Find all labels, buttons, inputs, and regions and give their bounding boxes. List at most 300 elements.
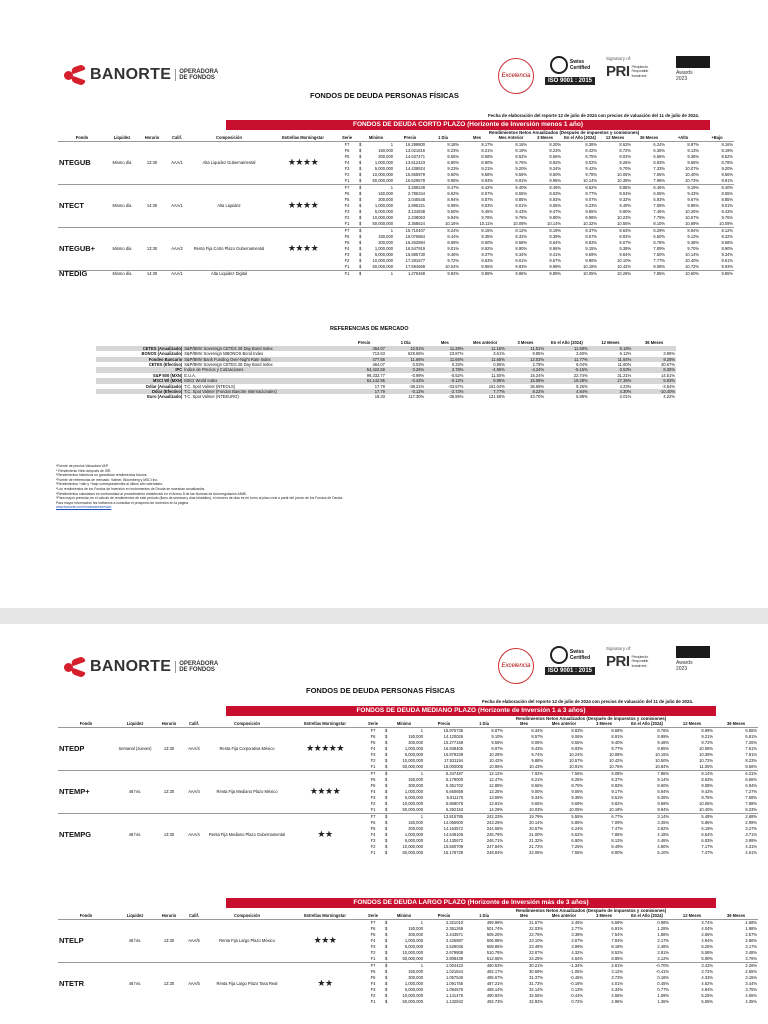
value-cell: 14.637471: [405, 153, 426, 159]
value-cell: 8.42%: [460, 184, 494, 191]
value-cell: 9.19%: [666, 184, 700, 191]
value-cell: 7.46%: [653, 208, 666, 214]
value-cell: 17.281577: [405, 257, 426, 263]
value-cell: 21.32%: [529, 837, 544, 843]
value-cell: 9.59%: [585, 251, 598, 257]
value-cell: $: [358, 227, 364, 234]
column-header: 1 Día: [426, 136, 460, 141]
section-largo-plazo: FONDOS DE DEUDA LARGO PLAZO (Horizonte de Inversión más de 3 años): [226, 898, 716, 908]
rendimientos-header-largo: Rendimientos Netos Anualizados (Después de impuestos y comisiones): [515, 908, 667, 913]
value-cell: 9.95%: [481, 263, 494, 269]
value-cell: 10.72%: [699, 757, 714, 763]
value-cell: 3.61%: [493, 351, 505, 357]
awards-year: 2023: [676, 666, 688, 672]
value-cell: 1,000,000: [404, 831, 424, 837]
calif-cell: AAA/4: [182, 770, 206, 813]
value-cell: 10.14%: [547, 220, 562, 226]
value-cell: 8.57%: [481, 190, 494, 196]
value-cell: 9.78%: [585, 171, 598, 177]
value-cell: 9.95%: [549, 177, 562, 183]
pri-sub3: Investment: [631, 662, 647, 668]
serie-cell: F2: [370, 843, 376, 849]
value-cell: 64,142.95: [342, 378, 386, 383]
serie-cell: F4: [344, 245, 350, 251]
value-cell: 150,000: [408, 776, 424, 782]
column-header: Precio: [394, 136, 426, 141]
awards-logo-icon: [676, 56, 710, 68]
column-header: En el Año (2024): [551, 340, 583, 345]
value-cell: 3.12%: [657, 955, 670, 961]
value-cell: 10.96%: [489, 763, 504, 769]
column-header: Mes: [504, 722, 544, 727]
serie-cell: F1: [344, 220, 350, 226]
value-cell: 50,000,000: [372, 220, 394, 226]
value-cell: 54,422.59: [342, 367, 386, 372]
value-cell: 6.54%: [701, 831, 714, 837]
value-cell: 9.85%: [464, 378, 505, 383]
value-cell: 1.88%: [657, 931, 670, 937]
awards-label: Awards: [676, 70, 693, 76]
value-cell: 17.79: [374, 383, 385, 389]
value-cell: 6.50%: [653, 233, 666, 239]
value-cell: 9.34%: [515, 251, 528, 257]
footnote-line: *Fuente de precios Valuadora VAP.: [56, 464, 109, 468]
value-cell: 5.90%: [701, 955, 714, 961]
value-cell: 10.57%: [569, 757, 584, 763]
value-cell: 2.48%: [657, 943, 670, 949]
value-cell: 8.42%: [585, 147, 598, 153]
value-cell: 9.93%: [571, 745, 584, 751]
serie-cell: F6: [370, 925, 376, 931]
value-cell: 9.13%: [687, 233, 700, 239]
value-cell: $: [385, 751, 388, 757]
value-cell: $: [385, 849, 388, 855]
value-cell: 300,000: [378, 153, 394, 159]
value-cell: 10.40%: [685, 257, 700, 263]
value-cell: 2.17%: [657, 937, 670, 943]
value-cell: 13.59%: [489, 794, 504, 800]
value-cell: 23.87%: [529, 949, 544, 955]
serie-cell: F7: [362, 962, 384, 969]
morningstar-rating: [270, 270, 336, 277]
pri-logo: PRI: [606, 653, 630, 670]
value-cell: 22.03%: [529, 925, 544, 931]
serie-cell: F3: [370, 986, 376, 992]
column-header: 36 Meses: [632, 136, 666, 141]
value-cell: 499.98%: [464, 919, 504, 926]
value-cell: 3.15%: [745, 974, 758, 980]
column-header: Composición: [206, 914, 288, 919]
value-cell: 13.612423: [405, 159, 426, 165]
serie-cell: F3: [344, 165, 350, 171]
value-cell: 10.42%: [489, 757, 504, 763]
column-header: Mes: [460, 136, 494, 141]
reference-name: CETES (Anualizado): [96, 346, 183, 351]
reference-desc: S&P/BMV Sovereign CETES 28 Day Bond Index: [184, 362, 273, 368]
page-title-p2: FONDOS DE DEUDA PERSONAS FÍSICAS: [306, 686, 455, 695]
footnote-line: *Para mayor precisión en el cálculo de rendimientos de este periodo (fines de semana y días inhábiles), el número de días es en torno al plazo real a partir del precio de los Fondos de Deuda.: [56, 496, 344, 501]
value-cell: 0.13%: [571, 986, 584, 992]
value-cell: 3.75%: [745, 986, 758, 992]
value-cell: 8.10%: [653, 220, 666, 226]
value-cell: 7.65%: [653, 171, 666, 177]
value-cell: 117.30%: [408, 394, 425, 400]
value-cell: 9.84%: [447, 214, 460, 220]
value-cell: 8.12%: [700, 227, 734, 234]
value-cell: 1.094575: [445, 986, 464, 992]
value-cell: 2.786344: [407, 190, 426, 196]
value-cell: 11.66%: [386, 357, 425, 362]
value-cell: 8.21%: [481, 147, 494, 153]
value-cell: 8.78%: [721, 159, 734, 165]
value-cell: 8.90%: [721, 245, 734, 251]
value-cell: 8.13%: [611, 837, 624, 843]
serie-cell: F4: [344, 202, 350, 208]
value-cell: 9.65%: [585, 208, 598, 214]
value-cell: 10.07%: [685, 165, 700, 171]
value-cell: 11.77%: [545, 357, 589, 362]
value-cell: 4.62%: [701, 980, 714, 986]
swiss-label: Swiss: [569, 649, 585, 655]
value-cell: 9.37%: [481, 251, 494, 257]
value-cell: 31.37%: [529, 974, 544, 980]
value-cell: 9.82%: [611, 800, 624, 806]
morningstar-rating: [288, 727, 362, 770]
value-cell: 9.61%: [515, 257, 528, 263]
column-header: 3 Meses: [517, 340, 534, 345]
composicion-cell: Alta Liquidez Digital: [188, 270, 270, 277]
column-header: Estrellas Morningstar: [288, 914, 362, 919]
value-cell: 628.65%: [408, 351, 425, 357]
value-cell: 247.84%: [486, 843, 504, 849]
value-cell: 4.23%: [619, 383, 632, 389]
value-cell: 11.84%: [589, 357, 633, 362]
value-cell: 18.000005: [443, 763, 464, 769]
value-cell: 2.46%: [544, 919, 584, 926]
value-cell: $: [359, 177, 362, 183]
reference-name: BONOS (Anualizado): [141, 351, 183, 357]
value-cell: 8.66%: [531, 782, 544, 788]
value-cell: 9.48%: [657, 739, 670, 745]
fund-name: NTEGUB+: [58, 227, 106, 270]
value-cell: 10.11%: [479, 220, 494, 226]
value-cell: $: [384, 962, 390, 969]
value-cell: 9.85%: [532, 351, 545, 357]
value-cell: -1.05%: [570, 968, 584, 974]
section-corto-plazo: FONDOS DE DEUDA CORTO PLAZO (Horizonte de Inversión menos 1 año): [226, 120, 710, 130]
value-cell: 9.01%: [515, 202, 528, 208]
value-cell: 9.41%: [549, 251, 562, 257]
value-cell: 6.90%: [571, 837, 584, 843]
horario-cell: 14:30: [138, 184, 166, 227]
serie-cell: F5: [344, 196, 350, 202]
value-cell: 7.91%: [745, 751, 758, 757]
morningstar-rating: [288, 919, 362, 962]
value-cell: 16.262884: [405, 239, 426, 245]
value-cell: 8.12%: [494, 227, 528, 234]
value-cell: 0.18%: [657, 974, 670, 980]
pri-sub2: Responsible: [631, 68, 649, 74]
value-cell: 9.65%: [531, 800, 544, 806]
serie-cell: F1: [370, 955, 376, 961]
value-cell: 5.83%: [632, 378, 676, 383]
fund-name: NTEMP+: [58, 770, 114, 813]
value-cell: 3.67%: [571, 937, 584, 943]
value-cell: -0.18%: [570, 980, 584, 986]
value-cell: 2.60%: [576, 351, 588, 357]
value-cell: 11.66%: [425, 357, 464, 362]
column-header: Precio: [424, 722, 464, 727]
rendimientos-header: Rendimientos Netos Anualizados (Después de impuestos y comisiones): [488, 130, 640, 135]
column-header: En el Año (2024): [624, 722, 670, 727]
column-header: Mes Anterior: [494, 136, 528, 141]
value-cell: 15.975736: [424, 727, 464, 734]
serie-cell: F3: [370, 751, 376, 757]
value-cell: $: [385, 739, 388, 745]
value-cell: -2.73%: [425, 389, 464, 394]
serie-cell: F5: [370, 825, 376, 831]
value-cell: 10,000,000: [372, 171, 394, 177]
value-cell: 22.75%: [529, 931, 544, 937]
value-cell: 1.98%: [745, 925, 758, 931]
morningstar-rating: [288, 770, 362, 813]
serie-cell: F5: [370, 931, 376, 937]
value-cell: $: [359, 263, 362, 269]
value-cell: 2.99%: [745, 819, 758, 825]
value-cell: 14.120026: [443, 733, 464, 739]
serie-cell: F4: [370, 980, 376, 986]
value-cell: 8.76%: [515, 159, 528, 165]
column-header: Horario: [138, 136, 166, 141]
value-cell: 9.18%: [589, 346, 633, 351]
value-cell: 1.28%: [657, 925, 670, 931]
value-cell: 8.85%: [611, 955, 624, 961]
value-cell: 6.94%: [745, 782, 758, 788]
value-cell: 50,000,000: [402, 763, 424, 769]
calif-cell: AAA/4: [182, 727, 206, 770]
column-header: Liquidez: [114, 722, 156, 727]
footnote-line: *Rendimientos calculados en conformidad al procedimiento establecido en el Anexo 8 de las Normas de Autorregulación AMIB.: [56, 491, 247, 496]
calif-cell: AAA/4: [182, 813, 206, 856]
value-cell: 8.87%: [481, 196, 494, 202]
value-cell: 8.70%: [571, 782, 584, 788]
reference-desc: T.C. Spot Valmer (NTEEURO): [184, 394, 239, 400]
value-cell: 8.90%: [515, 245, 528, 251]
value-cell: 9.10%: [491, 733, 504, 739]
value-cell: -0.70%: [624, 962, 670, 969]
value-cell: 5.25%: [701, 992, 714, 998]
value-cell: 4.34%: [611, 986, 624, 992]
value-cell: 4.65%: [701, 931, 714, 937]
value-cell: 10.39%: [699, 751, 714, 757]
value-cell: 9.88%: [460, 270, 494, 277]
column-header: Mínimo: [358, 136, 394, 141]
serie-cell: F2: [370, 949, 376, 955]
value-cell: $: [385, 776, 388, 782]
value-cell: 10.08%: [699, 745, 714, 751]
value-cell: 8.58%: [481, 153, 494, 159]
value-cell: 7.55%: [571, 849, 584, 855]
value-cell: 8.18%: [426, 141, 460, 148]
value-cell: 5,000,000: [404, 794, 424, 800]
serie-cell: F6: [370, 968, 376, 974]
value-cell: 16.885730: [405, 251, 426, 257]
horario-cell: 13:30: [156, 727, 182, 770]
value-cell: 9.03%: [481, 202, 494, 208]
value-cell: -3.54%: [662, 383, 675, 389]
value-cell: 5.48%: [670, 813, 714, 820]
serie-cell: F1: [370, 806, 376, 812]
value-cell: 464.07: [372, 362, 385, 368]
value-cell: 8.47%: [426, 184, 460, 191]
value-cell: 482.17%: [486, 968, 504, 974]
value-cell: 9.67%: [549, 257, 562, 263]
column-header: 3 Meses: [584, 914, 624, 919]
value-cell: 10.72%: [685, 263, 700, 269]
value-cell: 7.47%: [701, 849, 714, 855]
value-cell: 32.55%: [529, 992, 544, 998]
value-cell: 3.44%: [745, 980, 758, 986]
column-header: Fondo: [58, 722, 114, 727]
horario-cell: 13:30: [156, 919, 182, 962]
value-cell: 10,000,000: [372, 257, 394, 263]
value-cell: 3.17%: [745, 943, 758, 949]
value-cell: 9.34%: [531, 794, 544, 800]
value-cell: 9.88%: [531, 757, 544, 763]
value-cell: 6.77%: [584, 813, 624, 820]
value-cell: 10.28%: [489, 751, 504, 757]
value-cell: 2.77%: [571, 925, 584, 931]
value-cell: 1: [364, 184, 394, 191]
value-cell: 10.24%: [569, 751, 584, 757]
swiss-label: Swiss: [569, 59, 585, 65]
value-cell: 2.68%: [714, 813, 758, 820]
star-rating-icon: ★★★★: [287, 200, 319, 211]
mediano-plazo-table: [58, 717, 758, 856]
value-cell: 4.96%: [611, 998, 624, 1004]
value-cell: 8.62%: [447, 190, 460, 196]
value-cell: 8.63%: [549, 190, 562, 196]
value-cell: 8.75%: [585, 153, 598, 159]
column-header: Estrellas Morningstar: [270, 136, 336, 141]
value-cell: -4.24%: [506, 367, 545, 372]
value-cell: 1,000,000: [374, 159, 394, 165]
value-cell: 5.26%: [701, 943, 714, 949]
value-cell: $: [384, 727, 390, 734]
liquidez-cell: Mismo día: [106, 141, 138, 184]
value-cell: 8.17%: [460, 141, 494, 148]
value-cell: 9.93%: [721, 263, 734, 269]
value-cell: 9.86%: [585, 257, 598, 263]
value-cell: 8.99%: [670, 727, 714, 734]
value-cell: 9.84%: [619, 251, 632, 257]
value-cell: 243.25%: [486, 819, 504, 825]
value-cell: 2.808439: [445, 955, 464, 961]
value-cell: 9.43%: [531, 745, 544, 751]
value-cell: 8.87%: [464, 727, 504, 734]
column-header: Mes anterior: [544, 722, 584, 727]
value-cell: 16.879339: [443, 751, 464, 757]
value-cell: 1.004423: [424, 962, 464, 969]
value-cell: 9.13%: [687, 147, 700, 153]
value-cell: 9.21%: [481, 165, 494, 171]
value-cell: 7.86%: [624, 770, 670, 777]
value-cell: 30.67%: [661, 362, 675, 368]
excellence-badge: Excelencia: [498, 648, 534, 684]
value-cell: 10.05%: [569, 806, 584, 812]
value-cell: 1.68%: [714, 919, 758, 926]
value-cell: 9.56%: [721, 171, 734, 177]
value-cell: 11.59%: [545, 346, 589, 351]
value-cell: 9.38%: [687, 239, 700, 245]
reference-desc: E.U.A.: [184, 372, 197, 378]
reference-row: [96, 394, 676, 399]
serie-cell: F3: [370, 943, 376, 949]
value-cell: 8.56%: [447, 153, 460, 159]
value-cell: $: [359, 165, 362, 171]
footnotes: [56, 464, 716, 510]
value-cell: 1.141476: [445, 992, 464, 998]
value-cell: 10.05%: [617, 171, 632, 177]
liquidez-cell: Mismo día: [106, 184, 138, 227]
value-cell: 9.93%: [515, 263, 528, 269]
value-cell: 2.01%: [619, 394, 632, 400]
value-cell: 10.57%: [685, 214, 700, 220]
value-cell: 8.83%: [611, 782, 624, 788]
value-cell: 8.08%: [653, 263, 666, 269]
value-cell: 1: [390, 770, 424, 777]
column-header: Mes: [504, 914, 544, 919]
value-cell: 8.32%: [515, 233, 528, 239]
report-date: Fecha de elaboración del reporte 12 de julio de 2024 con precios de valuación del 11 de julio de 2024.: [488, 113, 700, 118]
composicion-cell: Renta Fija Mediano Plazo México: [206, 770, 288, 813]
calif-cell: AAA/1: [166, 270, 188, 277]
value-cell: -38.21%: [408, 383, 425, 389]
value-cell: 5,000,000: [404, 986, 424, 992]
value-cell: 10.42%: [617, 263, 632, 269]
value-cell: 4.33%: [701, 974, 714, 980]
value-cell: 8.37%: [562, 227, 598, 234]
value-cell: 8.52%: [515, 153, 528, 159]
value-cell: 7.08%: [653, 202, 666, 208]
value-cell: 244.58%: [486, 825, 504, 831]
value-cell: 9.58%: [481, 171, 494, 177]
section-mediano-plazo: FONDOS DE DEUDA MEDIANO PLAZO (Horizonte de Inversión 1 a 3 años): [226, 706, 716, 716]
value-cell: 9.21%: [701, 733, 714, 739]
value-cell: 50,000,000: [402, 998, 424, 1004]
awards-year: 2023: [676, 76, 688, 82]
value-cell: 8.86%: [598, 184, 632, 191]
fondos-link[interactable]: www.banorte.com/fondosdeinversion: [56, 505, 112, 510]
value-cell: -5.16%: [545, 367, 589, 372]
value-cell: 4.46%: [657, 837, 670, 843]
pri-badge: [606, 56, 670, 80]
value-cell: $: [358, 184, 364, 191]
morningstar-rating: [270, 184, 336, 227]
value-cell: 488.14%: [486, 986, 504, 992]
value-cell: 9.55%: [571, 739, 584, 745]
value-cell: 8.08%: [584, 770, 624, 777]
value-cell: 5.347487: [424, 770, 464, 777]
value-cell: 0.53%: [589, 367, 633, 372]
value-cell: 5.86%: [571, 819, 584, 825]
column-header: Precio: [424, 914, 464, 919]
star-rating-icon: ★★: [317, 978, 333, 989]
value-cell: 13.021816: [405, 147, 426, 153]
value-cell: 300,000: [408, 825, 424, 831]
column-header: Calif.: [182, 914, 206, 919]
value-cell: 2.321010: [424, 919, 464, 926]
